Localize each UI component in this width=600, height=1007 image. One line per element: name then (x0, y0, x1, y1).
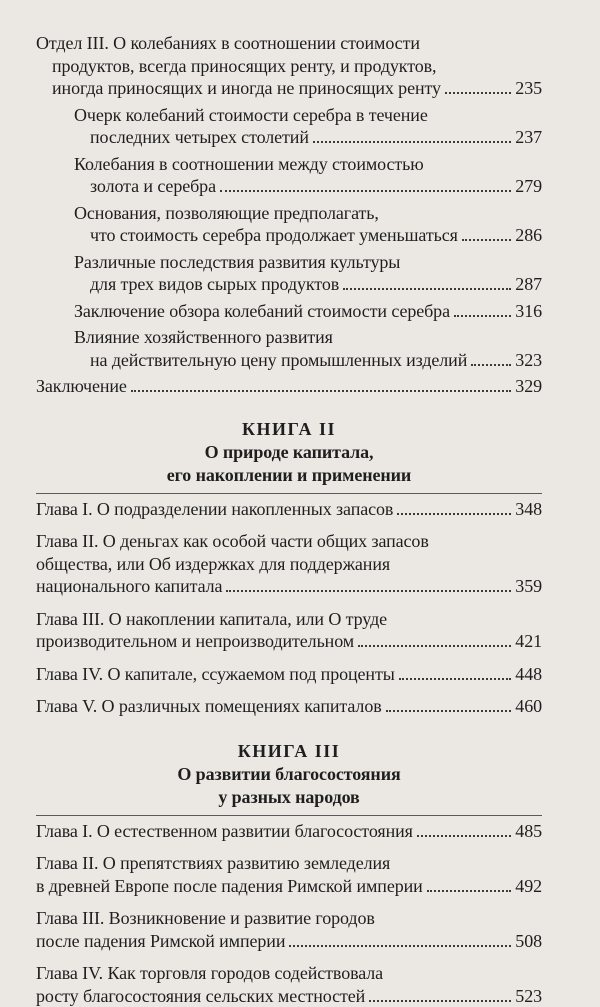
dot-leader (445, 92, 511, 94)
toc-entry-text: иногда приносящих и иногда не приносящих ренту (52, 77, 441, 100)
toc-last-line (36, 375, 542, 398)
book-title-line: О развитии благосостояния (36, 763, 542, 786)
toc-entry-text: Глава V. О различных помещениях капиталов (36, 695, 382, 718)
divider (36, 493, 542, 494)
toc-entry-text: для трех видов сырых продуктов (90, 273, 339, 296)
page-number: 279 (515, 175, 542, 198)
dot-leader (313, 141, 511, 143)
toc-last-line (74, 273, 542, 296)
toc-line: Глава IV. Как торговля городов содействовала (36, 962, 542, 985)
toc-line: Колебания в соотношении между стоимостью (74, 153, 542, 176)
toc-entry-text: золота и серебра (90, 175, 216, 198)
toc-last-line (36, 630, 542, 653)
toc-last-line (36, 77, 542, 100)
toc-last-line (36, 875, 542, 898)
toc-entry-text: национального капитала (36, 575, 222, 598)
toc-last-line (36, 985, 542, 1007)
dot-leader (417, 835, 511, 837)
toc-entry-text: Глава I. О естественном развитии благосостояния (36, 820, 413, 843)
toc-last-line (74, 224, 542, 247)
page-number: 348 (515, 498, 542, 521)
toc-last-line (36, 820, 542, 843)
toc-entry[interactable] (36, 498, 542, 521)
toc-last-line (74, 300, 542, 323)
dot-leader (131, 390, 512, 392)
toc-entry[interactable] (36, 608, 542, 653)
toc-entry[interactable] (36, 663, 542, 686)
toc-line: продуктов, всегда приносящих ренту, и продуктов, (36, 55, 542, 78)
book-title-line: у разных народов (36, 786, 542, 809)
page-number: 316 (515, 300, 542, 323)
divider (36, 815, 542, 816)
toc-line: Различные последствия развития культуры (74, 251, 542, 274)
toc-line: Глава III. О накоплении капитала, или О труде (36, 608, 542, 631)
dot-leader (220, 190, 511, 192)
toc-entry[interactable] (74, 251, 542, 296)
toc-entry-text: росту благосостояния сельских местностей (36, 985, 365, 1007)
page-number: 237 (515, 126, 542, 149)
toc-entry-text: Глава IV. О капитале, ссужаемом под проценты (36, 663, 395, 686)
toc-entry[interactable] (36, 820, 542, 843)
dot-leader (427, 890, 512, 892)
dot-leader (397, 513, 511, 515)
toc-last-line (74, 349, 542, 372)
toc-line: Глава II. О препятствиях развитию земледелия (36, 852, 542, 875)
toc-last-line (36, 930, 542, 953)
part3-subsections (36, 104, 542, 372)
toc-line: Глава III. Возникновение и развитие городов (36, 907, 542, 930)
page-number: 508 (515, 930, 542, 953)
dot-leader (386, 710, 512, 712)
book-title-line: его накоплении и применении (36, 464, 542, 487)
book-number: КНИГА III (36, 740, 542, 763)
toc-line: общества, или Об издержках для поддержания (36, 553, 542, 576)
toc-line: Очерк колебаний стоимости серебра в течение (74, 104, 542, 127)
toc-entry[interactable] (74, 153, 542, 198)
book-title-line: О природе капитала, (36, 441, 542, 464)
toc-entry[interactable] (36, 530, 542, 598)
dot-leader (226, 590, 511, 592)
book-number: КНИГА II (36, 418, 542, 441)
dot-leader (399, 678, 512, 680)
toc-line: Основания, позволяющие предполагать, (74, 202, 542, 225)
book-heading (36, 418, 542, 487)
toc-entry-part3[interactable] (36, 32, 542, 100)
toc-line: Отдел III. О колебаниях в соотношении стоимости (36, 32, 542, 55)
toc-line: Влияние хозяйственного развития (74, 326, 542, 349)
toc-entry-text: Глава I. О подразделении накопленных запасов (36, 498, 393, 521)
page-number: 492 (515, 875, 542, 898)
page-number: 359 (515, 575, 542, 598)
page-number: 329 (515, 375, 542, 398)
page-number: 421 (515, 630, 542, 653)
page-number: 485 (515, 820, 542, 843)
toc-entry[interactable] (36, 852, 542, 897)
dot-leader (369, 1000, 511, 1002)
toc-entry[interactable] (74, 202, 542, 247)
toc-entry-text: на действительную цену промышленных изделий (90, 349, 467, 372)
toc-entry-conclusion[interactable] (36, 375, 542, 398)
toc-last-line (36, 695, 542, 718)
page-number: 235 (515, 77, 542, 100)
book-heading (36, 740, 542, 809)
toc-entry[interactable] (36, 695, 542, 718)
page-number: 448 (515, 663, 542, 686)
dot-leader (454, 315, 511, 317)
toc-last-line (36, 575, 542, 598)
page-number: 287 (515, 273, 542, 296)
dot-leader (358, 645, 511, 647)
toc-entry-text: Заключение обзора колебаний стоимости серебра (74, 300, 450, 323)
toc-last-line (36, 663, 542, 686)
toc-entry[interactable] (74, 326, 542, 371)
toc-entry[interactable] (74, 104, 542, 149)
toc-entry[interactable] (36, 907, 542, 952)
toc-entry[interactable] (36, 962, 542, 1007)
toc-entry-text: производительном и непроизводительном (36, 630, 354, 653)
page-number: 523 (515, 985, 542, 1007)
dot-leader (471, 364, 511, 366)
dot-leader (462, 239, 512, 241)
toc-last-line (74, 126, 542, 149)
toc-line: Глава II. О деньгах как особой части общих запасов (36, 530, 542, 553)
toc-entry-text: Заключение (36, 375, 127, 398)
toc-last-line (36, 498, 542, 521)
dot-leader (289, 945, 511, 947)
toc-last-line (74, 175, 542, 198)
toc-entry-text: после падения Римской империи (36, 930, 285, 953)
dot-leader (343, 288, 511, 290)
toc-entry-text: в древней Европе после падения Римской империи (36, 875, 423, 898)
page-number: 460 (515, 695, 542, 718)
toc-entry-text: последних четырех столетий (90, 126, 309, 149)
page-number: 323 (515, 349, 542, 372)
toc-entry-text: что стоимость серебра продолжает уменьшаться (90, 224, 458, 247)
toc-entry[interactable] (74, 300, 542, 323)
page-number: 286 (515, 224, 542, 247)
